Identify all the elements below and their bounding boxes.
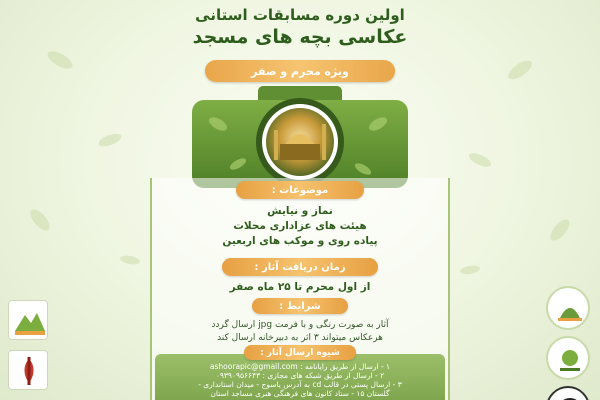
subtitle-ribbon: ویژه محرم و صفر xyxy=(205,60,395,82)
center-logo xyxy=(546,336,590,380)
schedule-heading: زمان دریافت آثار : xyxy=(222,258,378,276)
topic-item: پیاده روی و موکب های اربعین xyxy=(222,235,378,247)
sending-line: ۲ - ارسال از طریق شبکه های مجازی : ۰۹۳۹۰۹۵۶۶۴۳ xyxy=(215,371,385,380)
topic-item: نماز و نیایش xyxy=(267,205,333,217)
schedule-text: از اول محرم تا ۲۵ ماه صفر xyxy=(229,281,371,293)
sending-line: ۳ - ارسال پستی در قالب cd به آدرس یاسوج - میدان استانداری - xyxy=(198,380,402,389)
title-line-2: عکاسی بچه های مسجد xyxy=(192,26,408,48)
sending-line: ۱ - ارسال از طریق رایانامه : ashoorapic@gmail.com xyxy=(209,362,391,371)
sending-heading: شیوه ارسال آثار : xyxy=(244,345,356,360)
conditions-heading: شرایط : xyxy=(252,298,348,314)
mosque-logo xyxy=(546,286,590,330)
right-logos xyxy=(540,286,596,400)
foundation-logo xyxy=(546,386,590,400)
sending-line: گلستان ۱۵ - ستاد کانون های فرهنگی هنری مساجد استان xyxy=(210,389,390,398)
title-block xyxy=(0,6,600,48)
condition-line: هرعکاس میتواند ۳ اثر به دبیرخانه ارسال کند xyxy=(217,333,383,343)
topic-item: هیئت های عزاداری محلات xyxy=(233,220,367,232)
camera-illustration xyxy=(188,84,412,190)
title-line-1: اولین دوره مسابقات استانی xyxy=(195,6,405,24)
organization-logo xyxy=(8,300,48,340)
condition-line: آثار به صورت رنگی و با فرمت jpg ارسال گردد xyxy=(211,320,389,330)
left-logos xyxy=(8,300,52,400)
topics-heading: موضوعات : xyxy=(236,181,364,199)
emblem-logo xyxy=(8,350,48,390)
